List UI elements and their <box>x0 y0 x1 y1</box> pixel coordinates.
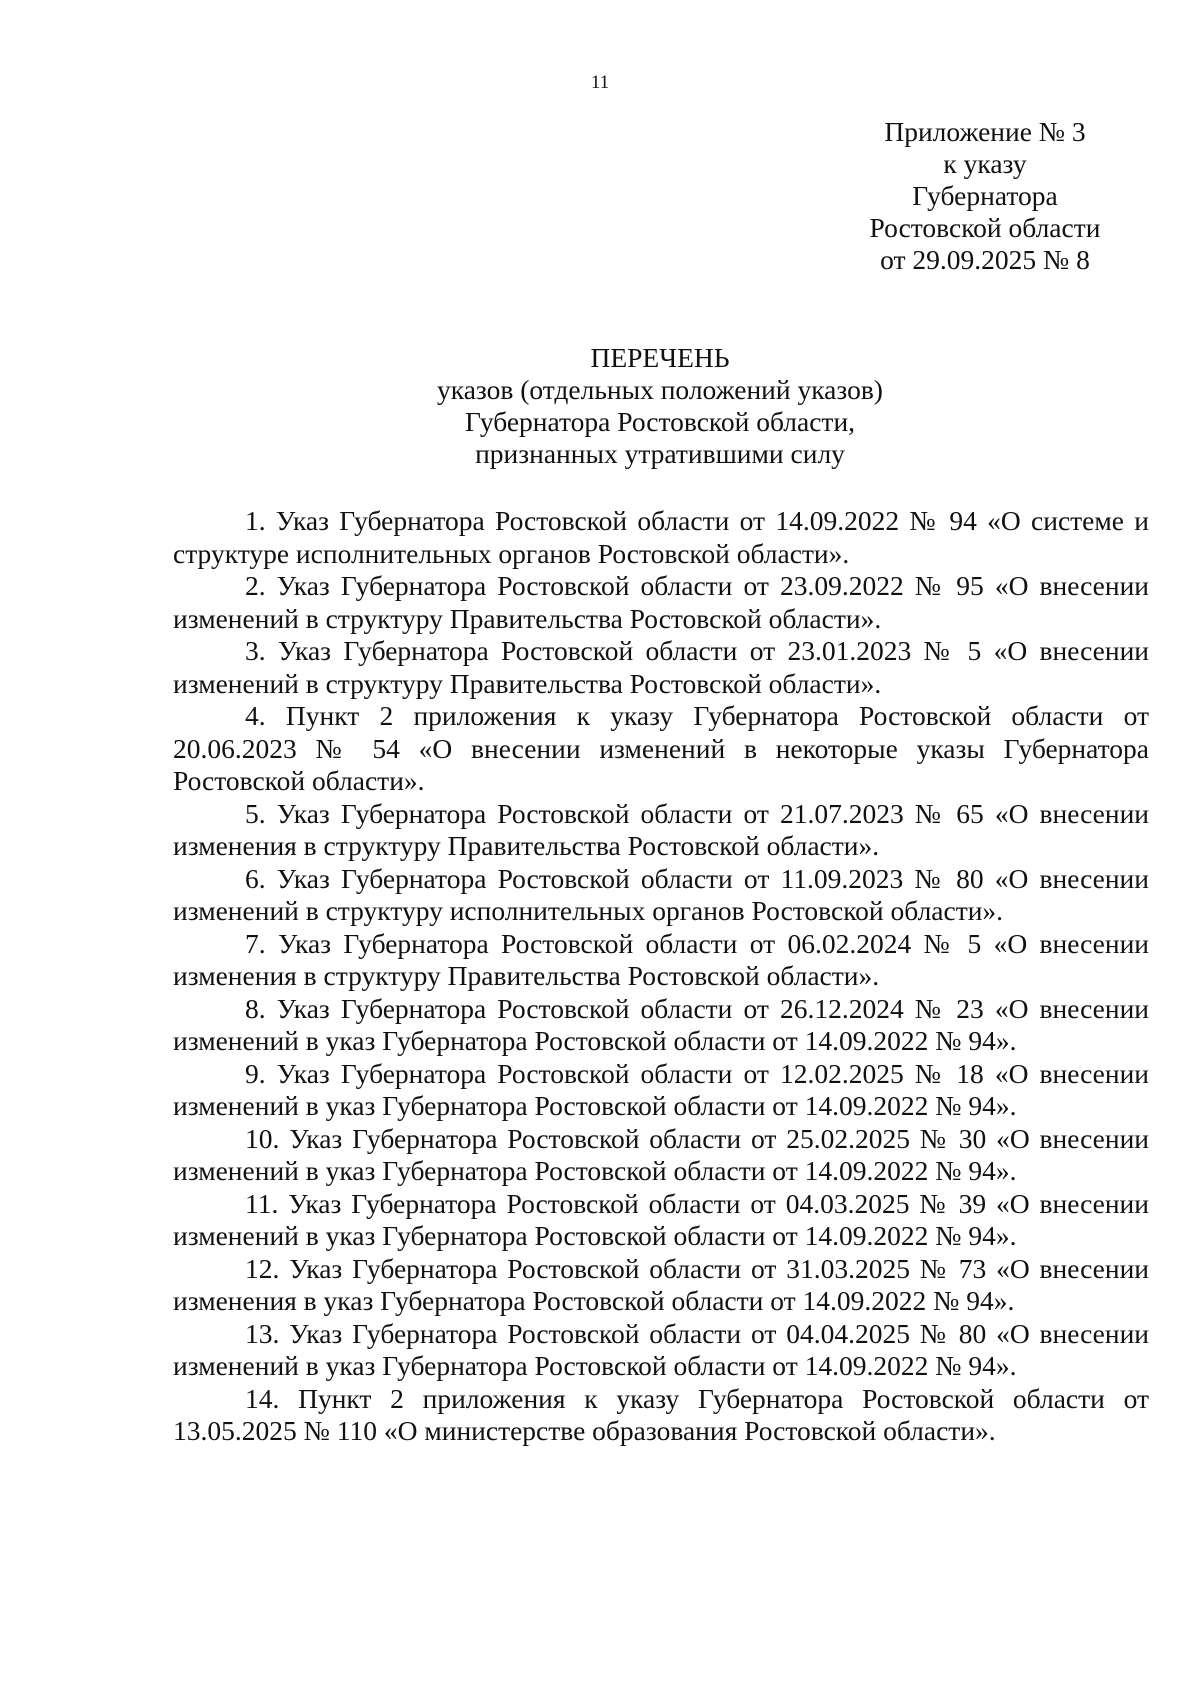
list-item: 1. Указ Губернатора Ростовской области от 14.09.2022 № 94 «О системе и структуре исполнительных органов Ростовской области». <box>173 505 1149 569</box>
decree-list <box>173 505 1149 1448</box>
appendix-line: от 29.09.2025 № 8 <box>880 244 1090 275</box>
document-title: ПЕРЕЧЕНЬ <box>590 342 730 373</box>
list-item: 8. Указ Губернатора Ростовской области от 26.12.2024 № 23 «О внесении изменений в указ Губернатора Ростовской области от 14.09.2022 № 94». <box>173 992 1149 1056</box>
list-item: 4. Пункт 2 приложения к указу Губернатора Ростовской области от 20.06.2023 № 54 «О внесении изменений в некоторые указы Губернатора Ростовской области». <box>173 700 1149 796</box>
list-item: 3. Указ Губернатора Ростовской области от 23.01.2023 № 5 «О внесении изменений в структуру Правительства Ростовской области». <box>173 635 1149 699</box>
appendix-reference <box>820 116 1150 276</box>
list-item: 11. Указ Губернатора Ростовской области от 04.03.2025 № 39 «О внесении изменений в указ Губернатора Ростовской области от 14.09.2022 № 94». <box>173 1187 1149 1251</box>
appendix-line: Губернатора <box>912 180 1058 211</box>
appendix-line: Ростовской области <box>869 212 1101 243</box>
document-subtitle-line: указов (отдельных положений указов) <box>437 374 883 405</box>
list-item: 10. Указ Губернатора Ростовской области от 25.02.2025 № 30 «О внесении изменений в указ Губернатора Ростовской области от 14.09.2022 № 94». <box>173 1122 1149 1186</box>
list-item: 13. Указ Губернатора Ростовской области от 04.04.2025 № 80 «О внесении изменений в указ Губернатора Ростовской области от 14.09.2022 № 94». <box>173 1317 1149 1381</box>
page-number: 11 <box>590 72 610 93</box>
document-subtitle-line: Губернатора Ростовской области, <box>464 406 856 437</box>
list-item: 5. Указ Губернатора Ростовской области от 21.07.2023 № 65 «О внесении изменения в структуру Правительства Ростовской области». <box>173 797 1149 861</box>
appendix-line: к указу <box>943 148 1027 179</box>
list-item: 12. Указ Губернатора Ростовской области от 31.03.2025 № 73 «О внесении изменения в указ Губернатора Ростовской области от 14.09.2022 № 94». <box>173 1252 1149 1316</box>
list-item: 6. Указ Губернатора Ростовской области от 11.09.2023 № 80 «О внесении изменений в структуру исполнительных органов Ростовской области». <box>173 862 1149 926</box>
list-item: 9. Указ Губернатора Ростовской области от 12.02.2025 № 18 «О внесении изменений в указ Губернатора Ростовской области от 14.09.2022 № 94». <box>173 1057 1149 1121</box>
appendix-line: Приложение № 3 <box>884 116 1086 147</box>
document-subtitle-line: признанных утратившими силу <box>475 438 845 469</box>
list-item: 7. Указ Губернатора Ростовской области от 06.02.2024 № 5 «О внесении изменения в структуру Правительства Ростовской области». <box>173 927 1149 991</box>
list-item: 2. Указ Губернатора Ростовской области от 23.09.2022 № 95 «О внесении изменений в структуру Правительства Ростовской области». <box>173 570 1149 634</box>
list-item: 14. Пункт 2 приложения к указу Губернатора Ростовской области от 13.05.2025 № 110 «О министерстве образования Ростовской области». <box>173 1382 1149 1446</box>
document-heading <box>0 342 1200 470</box>
